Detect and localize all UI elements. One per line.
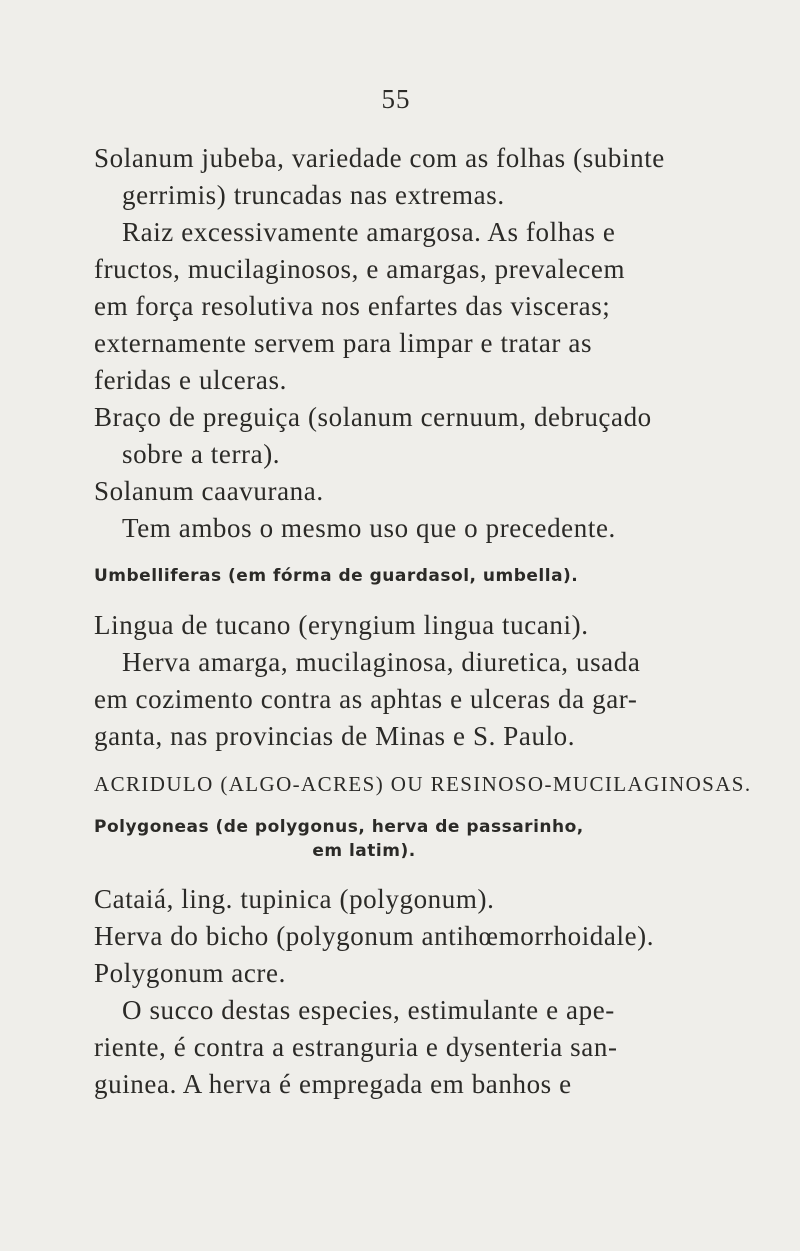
text-line: Lingua de tucano (eryngium lingua tucani). (94, 610, 589, 640)
page-number: 55 (381, 84, 411, 114)
text-line: ganta, nas provincias de Minas e S. Paulo. (94, 721, 576, 751)
section-heading-polygoneas: Polygoneas (de polygonus, herva de passarinho, (94, 817, 584, 837)
text-line: em cozimento contra as aphtas e ulceras da gar- (94, 684, 638, 714)
page-text (94, 140, 752, 1103)
text-line: externamente servem para limpar e tratar as (94, 328, 593, 358)
section-heading-acridulo: ACRIDULO (ALGO-ACRES) OU RESINOSO-MUCILAGINOSAS. (94, 772, 752, 796)
text-line: Braço de preguiça (solanum cernuum, debruçado (94, 402, 652, 432)
text-line: Herva do bicho (polygonum antihœmorrhoidale). (94, 921, 655, 951)
section-heading-polygoneas-cont: em latim). (312, 841, 416, 861)
text-line: Solanum jubeba, variedade com as folhas (subinte (94, 143, 665, 173)
text-line: Cataiá, ling. tupinica (polygonum). (94, 884, 495, 914)
text-line: fructos, mucilaginosos, e amargas, prevalecem (94, 254, 626, 284)
text-line: Tem ambos o mesmo uso que o precedente. (122, 513, 616, 543)
text-line: Solanum caavurana. (94, 476, 324, 506)
text-line: riente, é contra a estranguria e dysenteria san- (94, 1032, 618, 1062)
text-line: Raiz excessivamente amargosa. As folhas e (122, 217, 616, 247)
text-line: Polygonum acre. (94, 958, 286, 988)
text-line: feridas e ulceras. (94, 365, 287, 395)
text-line: sobre a terra). (122, 439, 281, 469)
text-line: guinea. A herva é empregada em banhos e (94, 1069, 572, 1099)
text-line: Herva amarga, mucilaginosa, diuretica, usada (122, 647, 641, 677)
section-heading-umbelliferas: Umbelliferas (em fórma de guardasol, umbella). (94, 566, 579, 586)
text-line: O succo destas especies, estimulante e ape- (122, 995, 615, 1025)
text-line: em força resolutiva nos enfartes das visceras; (94, 291, 611, 321)
text-line: gerrimis) truncadas nas extremas. (122, 180, 505, 210)
